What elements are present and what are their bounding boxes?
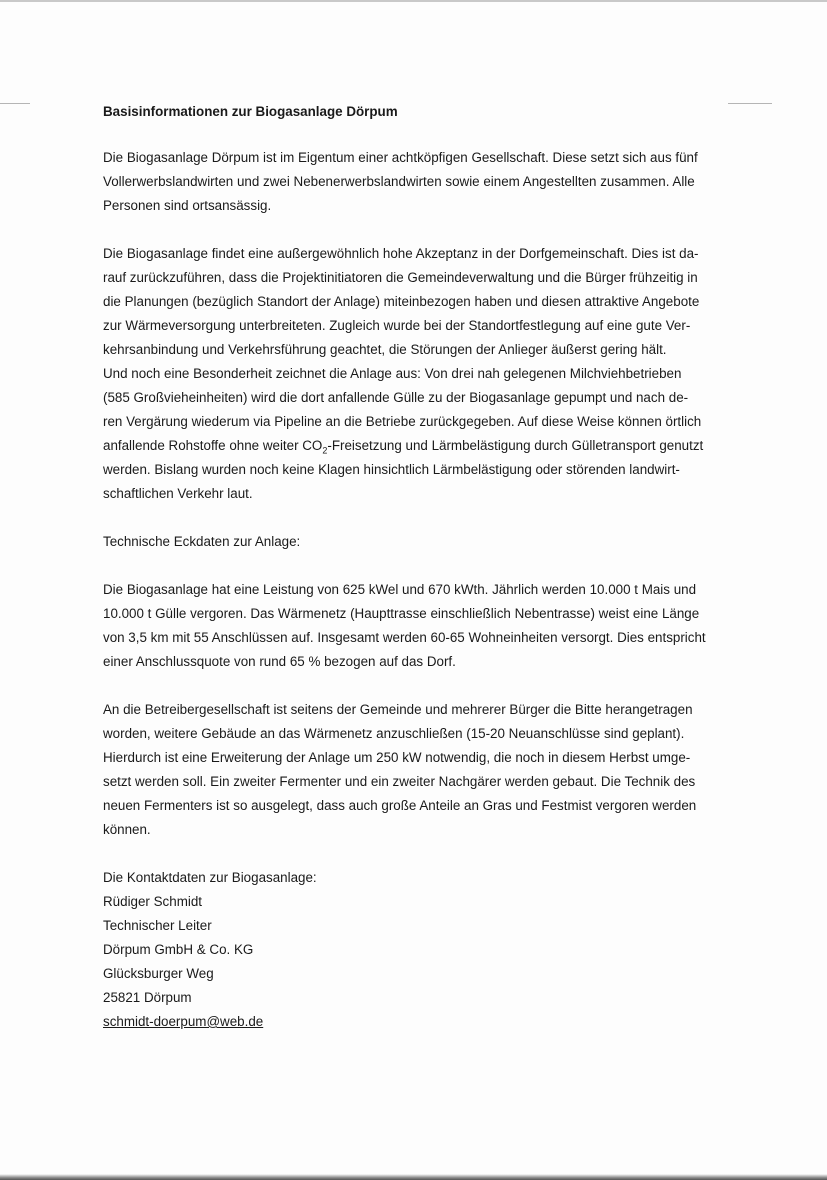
text-line: zur Wärmeversorgung unterbreiteten. Zugleich wurde bei der Standortfestlegung auf eine gute Ver- <box>103 318 691 333</box>
scan-mark-left <box>0 103 30 104</box>
co2-text-before: anfallende Rohstoffe ohne weiter CO <box>103 438 323 453</box>
scan-edge-top <box>0 0 827 2</box>
text-line: Die Biogasanlage findet eine außergewöhnlich hohe Akzeptanz in der Dorfgemeinschaft. Dies ist da- <box>103 246 699 261</box>
co2-text-after: -Freisetzung und Lärmbelästigung durch Gülletransport genutzt <box>327 438 704 453</box>
document-body <box>103 100 743 1034</box>
text-line: die Planungen (bezüglich Standort der Anlage) miteinbezogen haben und diesen attraktive Angebote <box>103 294 700 309</box>
text-line: schaftlichen Verkehr laut. <box>103 486 253 501</box>
text-line: worden, weitere Gebäude an das Wärmenetz anzuschließen (15-20 Neuanschlüsse sind geplant). <box>103 726 685 741</box>
document-heading: Basisinformationen zur Biogasanlage Dörpum <box>103 104 398 119</box>
text-line: rauf zurückzuführen, dass die Projektinitiatoren die Gemeindeverwaltung und die Bürger frühzeitig in <box>103 270 698 285</box>
text-line: ren Vergärung wiederum via Pipeline an die Betriebe zurückgegeben. Auf diese Weise können örtlich <box>103 414 702 429</box>
contact-block <box>103 866 743 1034</box>
contact-role: Technischer Leiter <box>103 918 212 933</box>
text-line: Die Biogasanlage Dörpum ist im Eigentum einer achtköpfigen Gesellschaft. Diese setzt sich aus fünf <box>103 150 698 165</box>
text-line: werden. Bislang wurden noch keine Klagen hinsichtlich Lärmbelästigung oder störenden landwirt- <box>103 462 680 477</box>
text-line: Und noch eine Besonderheit zeichnet die Anlage aus: Von drei nah gelegenen Milchviehbetrieben <box>103 366 682 381</box>
text-line: (585 Großvieheinheiten) wird die dort anfallende Gülle zu der Biogasanlage gepumpt und nach de- <box>103 390 689 405</box>
contact-street: Glücksburger Weg <box>103 966 214 981</box>
paragraph-acceptance <box>103 242 743 506</box>
text-line: einer Anschlussquote von rund 65 % bezogen auf das Dorf. <box>103 654 456 669</box>
co2-subscript: 2 <box>322 445 328 456</box>
text-line: Vollerwerbslandwirten und zwei Nebenerwerbslandwirten sowie einem Angestellten zusammen. Alle <box>103 174 695 189</box>
contact-company: Dörpum GmbH & Co. KG <box>103 942 254 957</box>
text-line: 10.000 t Gülle vergoren. Das Wärmenetz (Haupttrasse einschließlich Nebentrasse) weist eine Länge <box>103 606 700 621</box>
text-line: Hierdurch ist eine Erweiterung der Anlage um 250 kW notwendig, die noch in diesem Herbst umge- <box>103 750 691 765</box>
paragraph-technical-data <box>103 578 743 674</box>
contact-email-line <box>103 1010 743 1034</box>
text-line: können. <box>103 822 151 837</box>
contact-name: Rüdiger Schmidt <box>103 894 202 909</box>
contact-city: 25821 Dörpum <box>103 990 192 1005</box>
text-line: An die Betreibergesellschaft ist seitens der Gemeinde und mehrerer Bürger die Bitte herangetragen <box>103 702 693 717</box>
technical-data-title: Technische Eckdaten zur Anlage: <box>103 534 301 549</box>
text-line-co2 <box>103 434 743 458</box>
paragraph-ownership <box>103 146 743 218</box>
text-line: Personen sind ortsansässig. <box>103 198 272 213</box>
text-line: setzt werden soll. Ein zweiter Fermenter und ein zweiter Nachgärer werden gebaut. Die Technik des <box>103 774 696 789</box>
paragraph-expansion <box>103 698 743 842</box>
text-line: kehrsanbindung und Verkehrsführung geachtet, die Störungen der Anlieger äußerst gering hält. <box>103 342 667 357</box>
text-line: neuen Fermenters ist so ausgelegt, dass auch große Anteile an Gras und Festmist vergoren werden <box>103 798 697 813</box>
scan-edge-bottom <box>0 1174 827 1180</box>
text-line: von 3,5 km mit 55 Anschlüssen auf. Insgesamt werden 60-65 Wohneinheiten versorgt. Dies entspricht <box>103 630 706 645</box>
text-line: Die Biogasanlage hat eine Leistung von 625 kWel und 670 kWth. Jährlich werden 10.000 t Mais und <box>103 582 697 597</box>
contact-title: Die Kontaktdaten zur Biogasanlage: <box>103 870 317 885</box>
contact-email-link[interactable]: schmidt-doerpum@web.de <box>103 1014 264 1029</box>
